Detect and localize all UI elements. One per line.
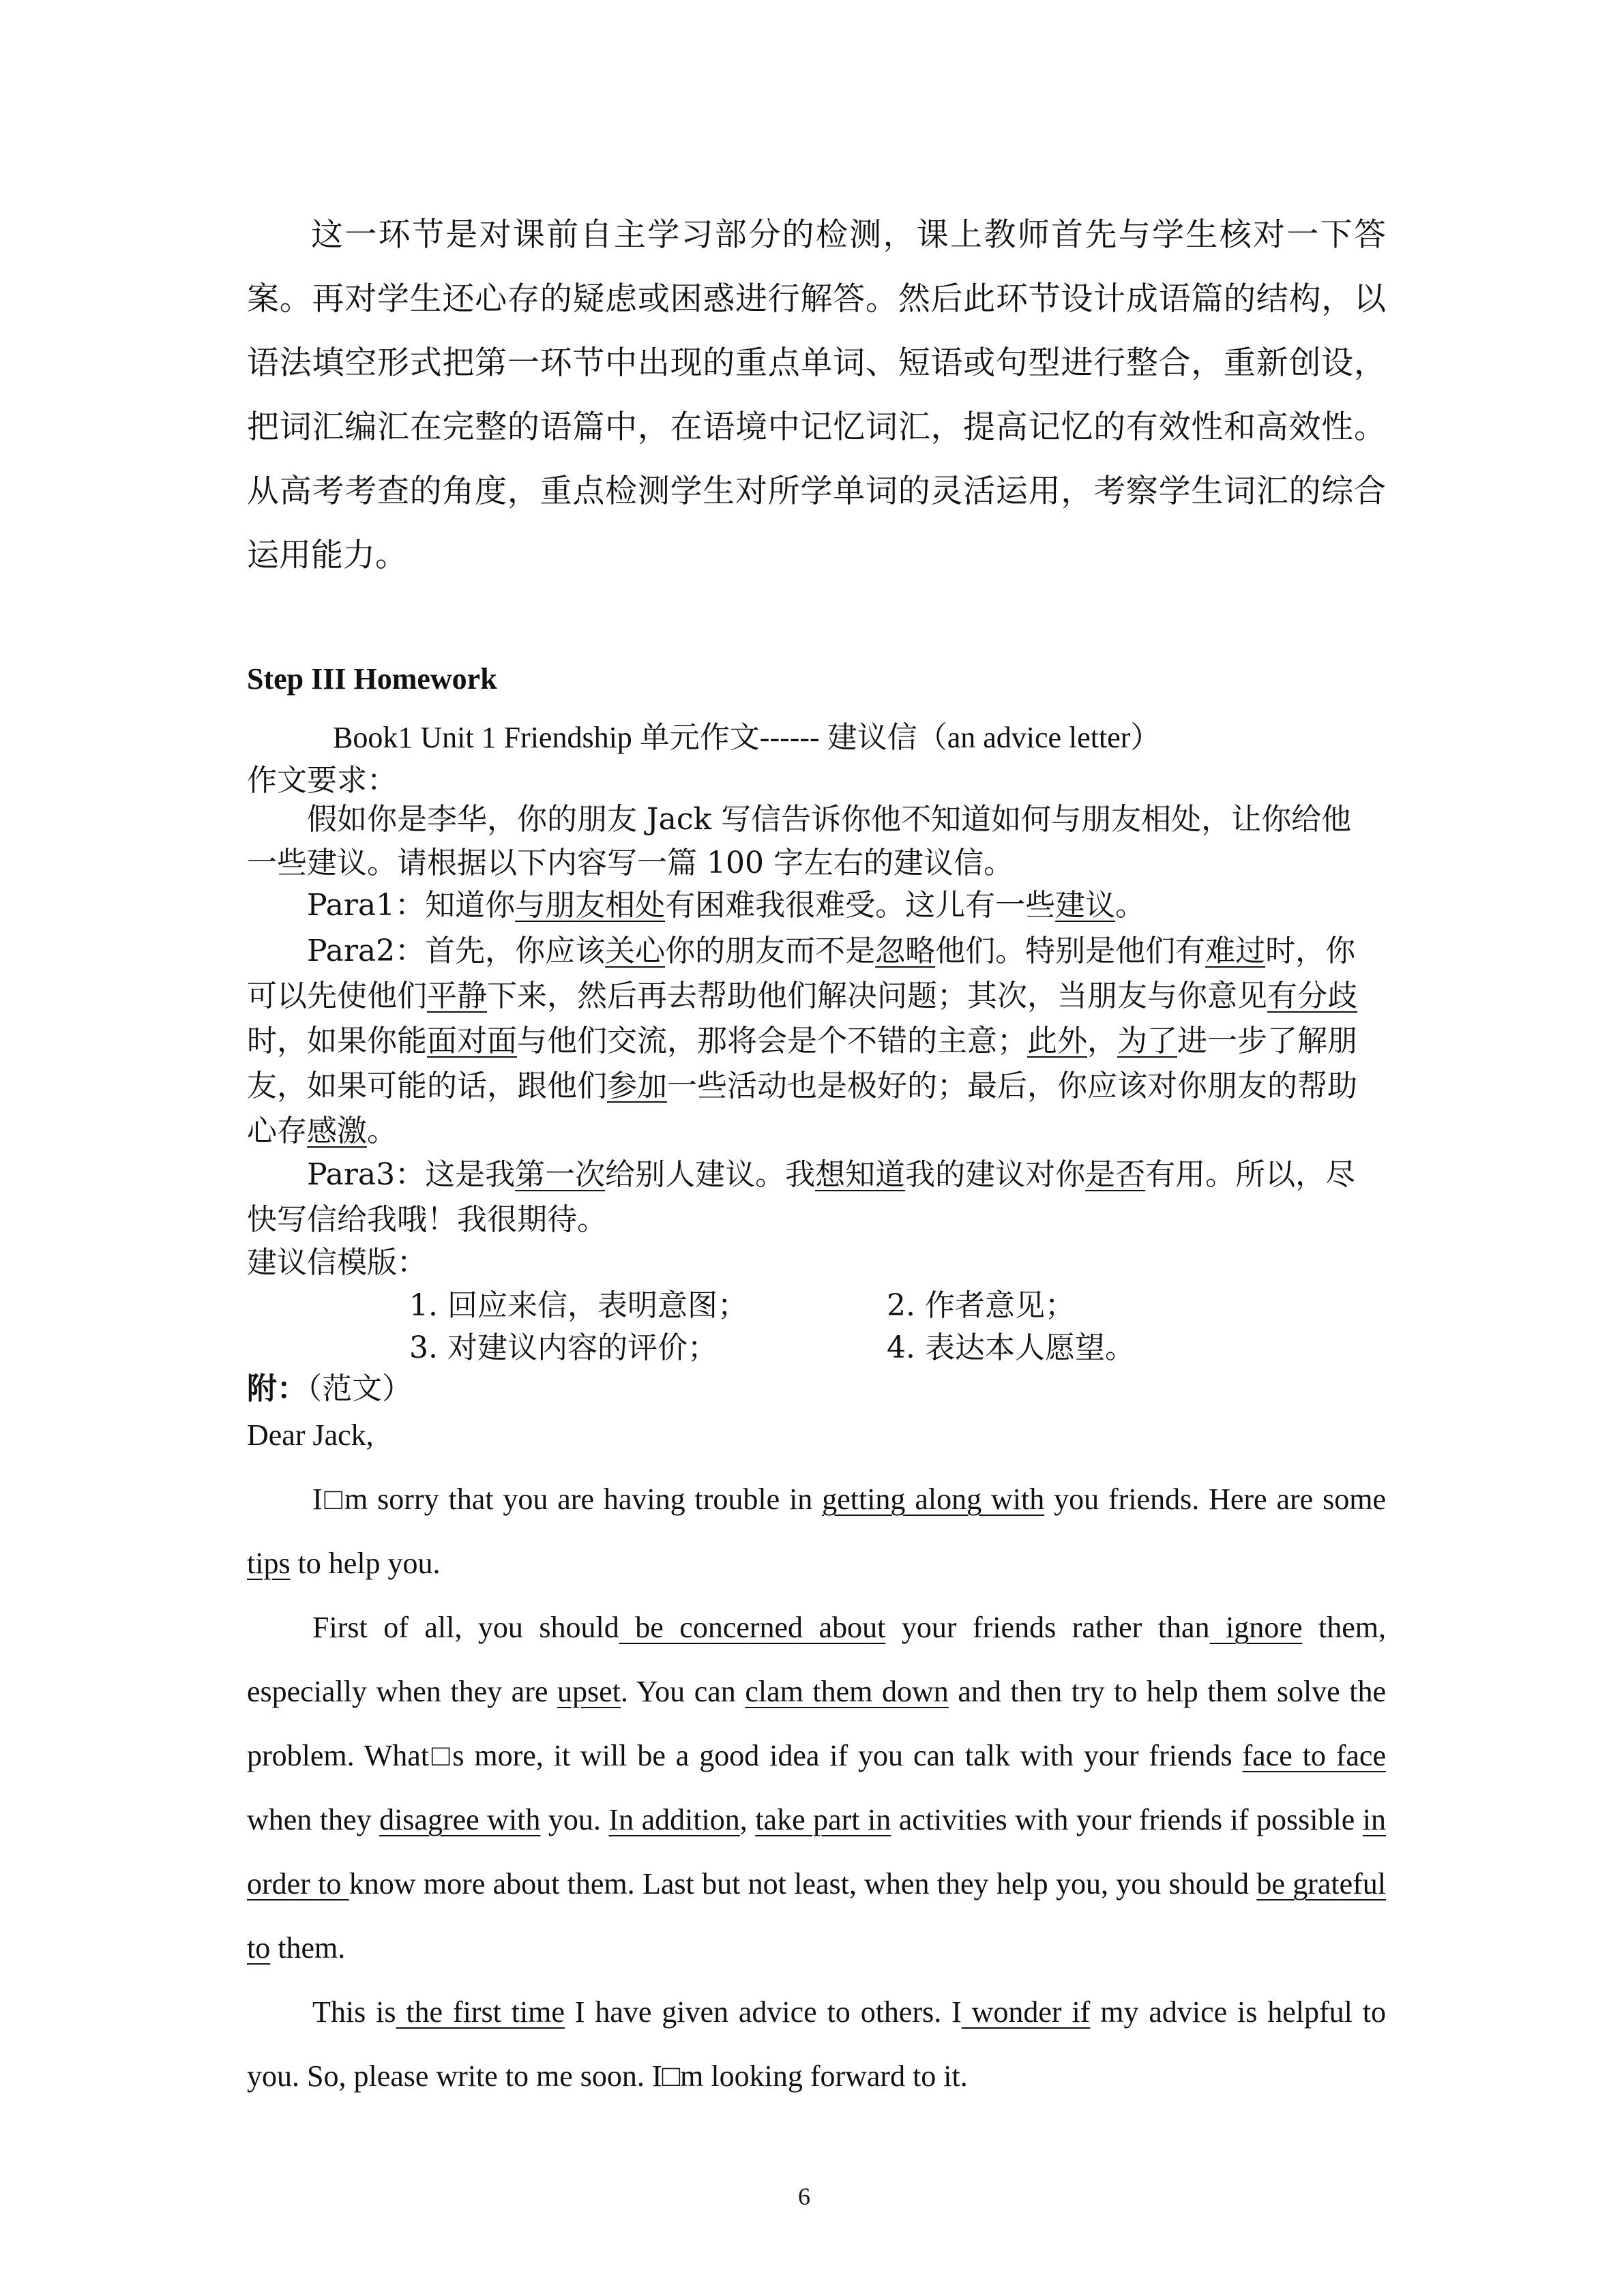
page-number: 6 (798, 2183, 810, 2210)
letter-text: activities with your friends if possible (891, 1803, 1363, 1836)
requirements-label: 作文要求： (247, 763, 397, 798)
para2-text: Para2：首先，你应该 (307, 934, 606, 968)
para3-text: Para3：这是我 (307, 1157, 516, 1192)
letter-text: . You can (620, 1675, 745, 1708)
letter-text: I□m sorry that you are having trouble in (312, 1482, 823, 1516)
para2-text: 时，你可以先使他们 (247, 934, 1356, 1013)
para2-text: 进一步了解朋友，如果可能的话，跟他们 (247, 1024, 1357, 1103)
letter-underlined: face to face (1242, 1739, 1386, 1772)
requirements-body: 假如你是李华，你的朋友 Jack 写信告诉你他不知道如何与朋友相处，让你给他一些建议。请根据以下内容写一篇 100 字左右的建议信。 (247, 802, 1352, 880)
para1-text: 有困难我很难受。这儿有一些 (665, 888, 1056, 923)
para2-text: 与他们交流，那将会是个不错的主意； (517, 1024, 1027, 1058)
para1-text: 。 (1115, 888, 1146, 923)
para2-text: ， (1087, 1024, 1117, 1058)
template-item: 4. 表达本人愿望。 (887, 1330, 1135, 1365)
para2-underlined: 忽略 (875, 934, 936, 968)
letter-underlined: getting along with (822, 1482, 1045, 1516)
letter-underlined: in order to (247, 1803, 1387, 1900)
para1-text: Para1：知道你 (307, 888, 516, 923)
para2-underlined: 参加 (607, 1069, 667, 1103)
letter-text: when they (247, 1803, 380, 1836)
para2-underlined: 为了 (1117, 1024, 1177, 1058)
para3-text: 有用。所以，尽快写信给我哦！我很期待。 (247, 1157, 1356, 1237)
para1-outline (247, 883, 1379, 928)
letter-underlined: be grateful to (247, 1867, 1387, 1965)
section-heading: Step III Homework (247, 662, 497, 696)
letter-underlined: upset (557, 1675, 621, 1708)
letter-text: know more about them. Last but not least, when they help you, you should (349, 1867, 1257, 1900)
letter-underlined: clam them down (745, 1675, 949, 1708)
para1-underlined: 建议 (1055, 888, 1116, 923)
letter-text: This is (312, 1995, 396, 2029)
letter-underlined: wonder if (961, 1995, 1091, 2029)
para3-underlined: 想知道 (815, 1157, 906, 1192)
para1-underlined: 与朋友相处 (515, 888, 666, 923)
para3-text: 我的建议对你 (905, 1157, 1086, 1192)
letter-text: your friends rather than (885, 1611, 1210, 1644)
para2-underlined: 有分歧 (1267, 979, 1357, 1013)
letter-text: I have given advice to others. I (564, 1995, 962, 2029)
para3-underlined: 第一次 (515, 1157, 606, 1192)
appendix-bold: 附： (247, 1371, 307, 1406)
appendix-rest: （范文） (307, 1371, 412, 1406)
letter-salutation: Dear Jack, (247, 1418, 374, 1452)
letter-underlined: ignore (1209, 1611, 1303, 1644)
para3-outline (247, 1152, 1379, 1242)
para2-text: 他们。特别是他们有 (935, 934, 1206, 968)
intro-paragraph: 这一环节是对课前自主学习部分的检测，课上教师首先与学生核对一下答案。再对学生还心存的疑虑或困惑进行解答。然后此环节设计成语篇的结构，以语法填空形式把第一环节中出现的重点单词、短语或句型进行整合，重新创设，把词汇编汇在完整的语篇中，在语境中记忆词汇，提高记忆的有效性和高效性。从高考考查的角度，重点检测学生对所学单词的灵活运用，考察学生词汇的综合运用能力。 (247, 216, 1386, 574)
letter-text: my advice is helpful to you. So, please write to me soon. I□m looking forward to it. (247, 1995, 1386, 2093)
template-item: 1. 回应来信，表明意图； (409, 1288, 748, 1323)
para3-underlined: 是否 (1085, 1157, 1146, 1192)
letter-text: them. (270, 1931, 346, 1965)
letter-text: them, especially when they are (247, 1611, 1386, 1708)
para2-underlined: 关心 (605, 934, 666, 968)
appendix-label (247, 1364, 412, 1407)
essay-topic: Book1 Unit 1 Friendship 单元作文------ 建议信（an advice letter） (333, 721, 1161, 754)
letter-text: First of all, you should (312, 1611, 619, 1644)
para2-underlined: 难过 (1205, 934, 1266, 968)
letter-underlined: take part in (755, 1803, 891, 1836)
para2-text: 你的朋友而不是 (665, 934, 876, 968)
template-item: 3. 对建议内容的评价； (409, 1330, 718, 1365)
para2-text: 。 (367, 1114, 397, 1148)
para2-text: 时，如果你能 (247, 1024, 427, 1058)
letter-underlined: the first time (396, 1995, 565, 2029)
letter-text: and then try to help them solve the problem. What□s more, it will be a good idea if you can talk with your friends (247, 1675, 1387, 1772)
letter-underlined: disagree with (379, 1803, 541, 1836)
para3-text: 给别人建议。我 (605, 1157, 816, 1192)
letter-text: , (739, 1803, 756, 1836)
letter-paragraph-2 (247, 1596, 1386, 1980)
template-item: 2. 作者意见； (887, 1288, 1075, 1323)
para2-underlined: 此外 (1027, 1024, 1087, 1058)
para2-underlined: 面对面 (427, 1024, 517, 1058)
letter-text: you friends. Here are some (1044, 1482, 1386, 1516)
para2-outline (247, 929, 1379, 1154)
para2-text: 一些活动也是极好的；最后，你应该对你朋友的帮助心存 (247, 1069, 1357, 1148)
para2-underlined: 平静 (427, 979, 487, 1013)
letter-underlined: In addition (608, 1803, 740, 1836)
letter-underlined: tips (247, 1547, 291, 1580)
letter-underlined: be concerned about (619, 1611, 886, 1644)
template-label: 建议信模版： (247, 1245, 427, 1280)
letter-text: you. (540, 1803, 609, 1836)
letter-text: to help you. (290, 1547, 441, 1580)
letter-paragraph-3 (247, 1980, 1386, 2108)
letter-paragraph-1 (247, 1467, 1386, 1596)
para2-underlined: 感激 (307, 1114, 367, 1148)
para2-text: 下来，然后再去帮助他们解决问题；其次，当朋友与你意见 (487, 979, 1267, 1013)
